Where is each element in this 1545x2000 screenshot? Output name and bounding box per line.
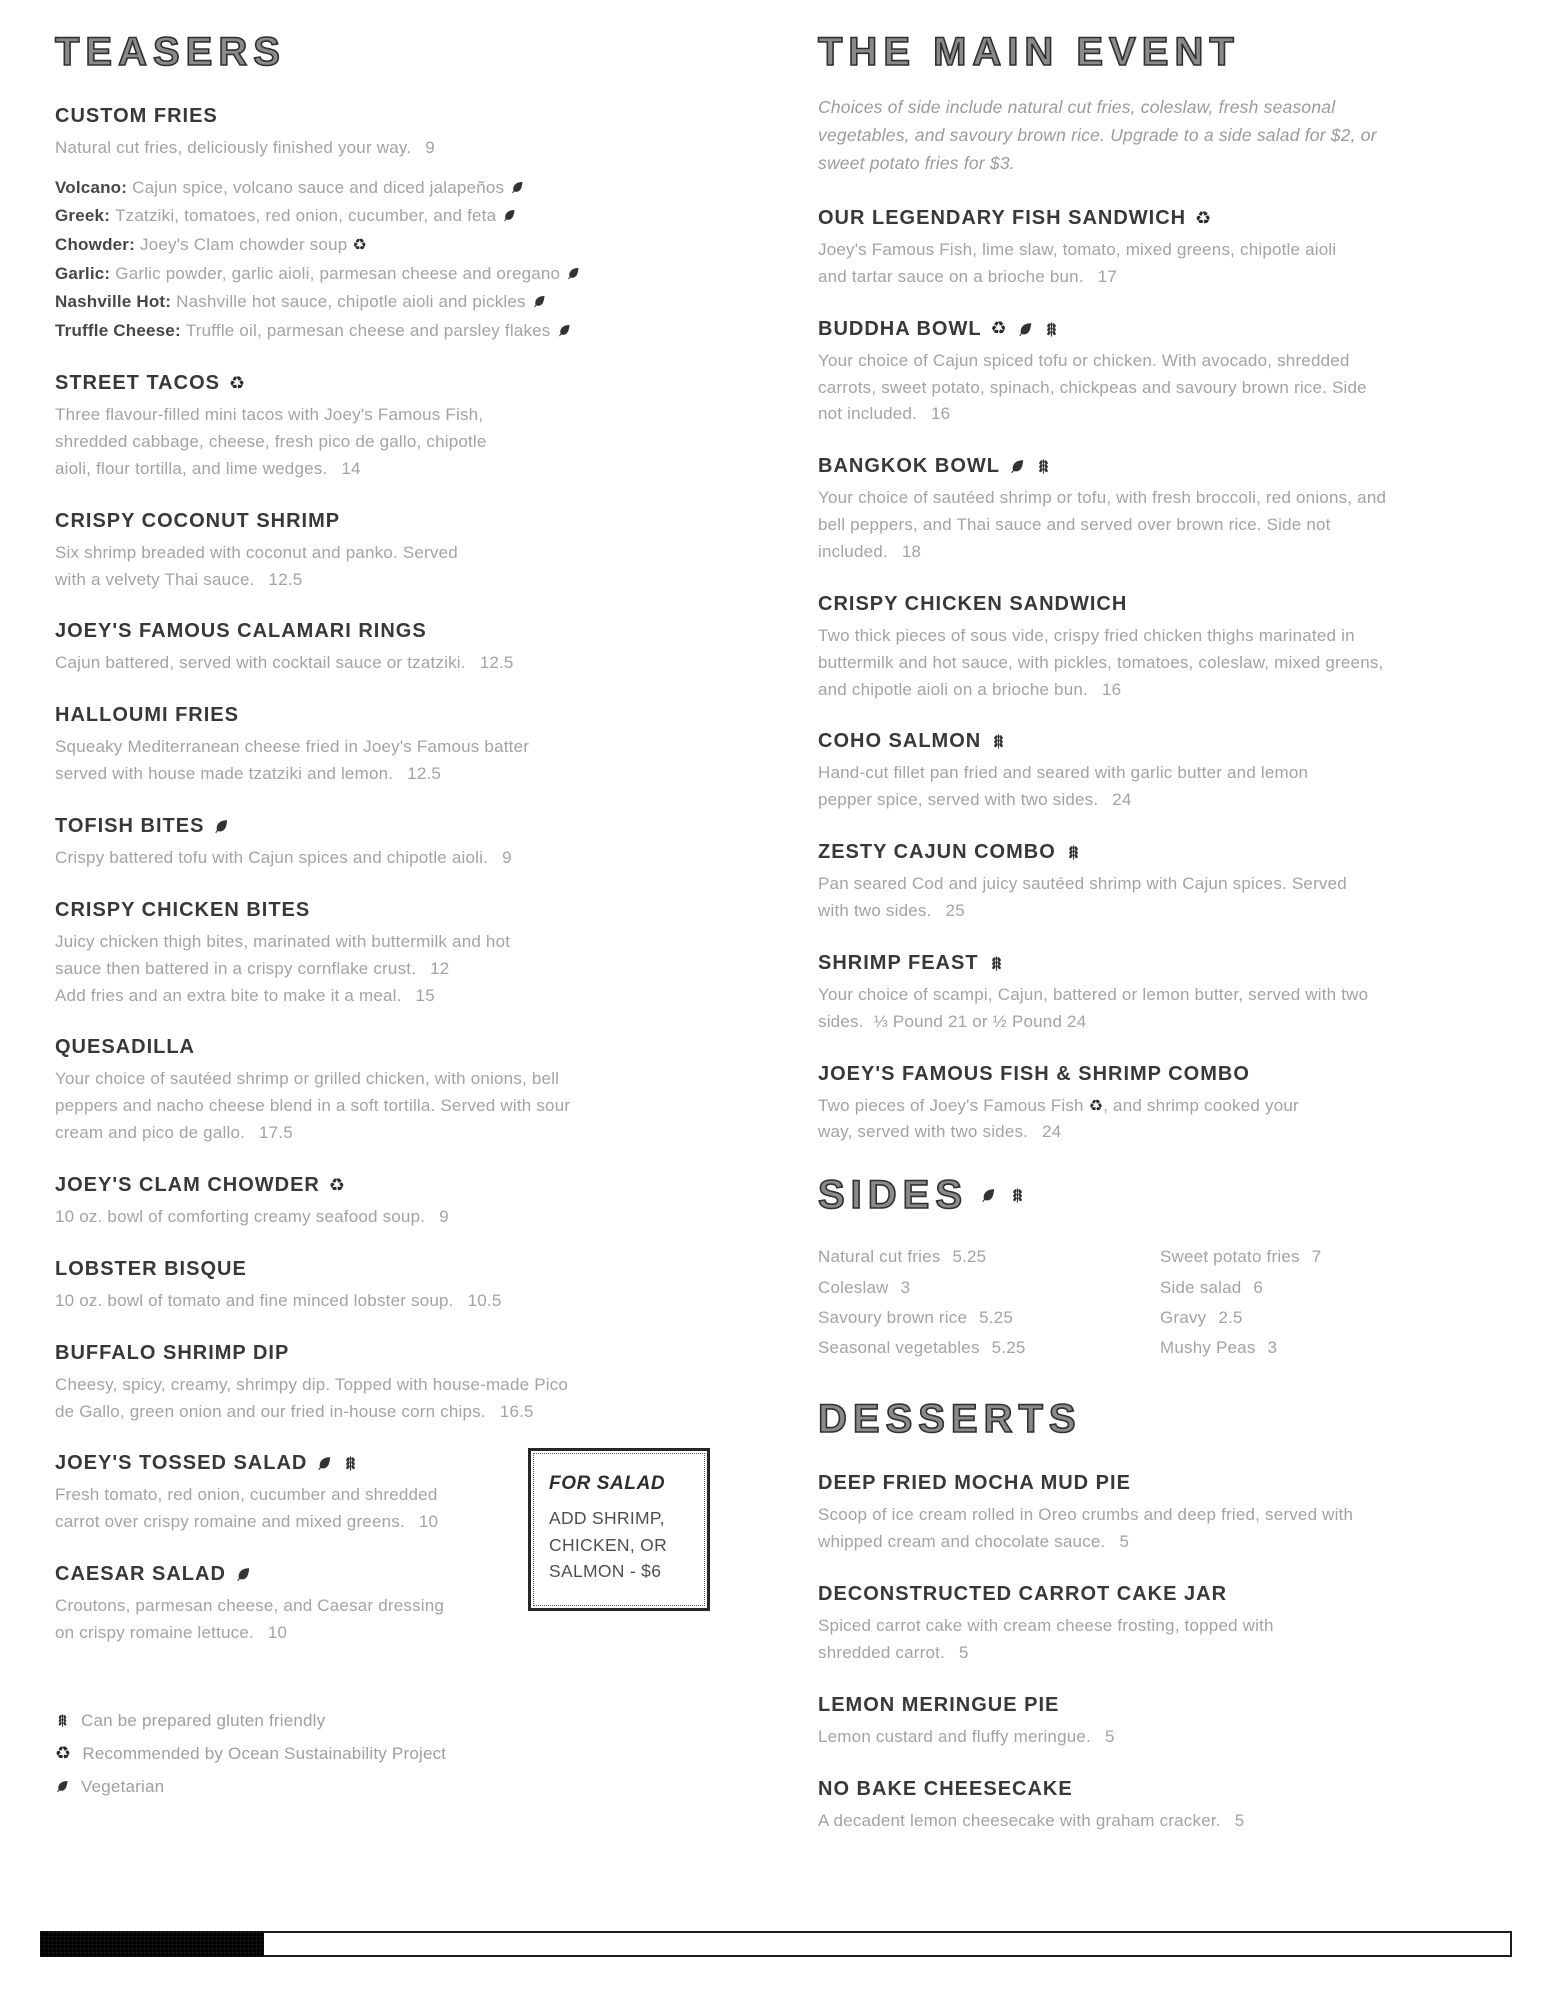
option-text: Nashville hot sauce, chipotle aioli and pickles <box>176 292 526 312</box>
item-desc-part2: , and shrimp cooked your way, served with two sides. <box>818 1095 1299 1142</box>
legend-text: Can be prepared gluten friendly <box>81 1710 326 1730</box>
item-desc: Cajun battered, served with cocktail sauce or tzatziki. <box>55 653 466 673</box>
fry-option-greek <box>55 202 615 231</box>
item-desc: Scoop of ice cream rolled in Oreo crumbs and deep fried, served with whipped cream and chocolate sauce. <box>818 1505 1354 1552</box>
option-text: Truffle oil, parmesan cheese and parsley flakes <box>185 320 551 340</box>
item-price: 9 <box>502 848 512 868</box>
sides-heading-text: SIDES <box>818 1173 969 1218</box>
menu-item-bangkok-bowl <box>818 455 1500 566</box>
side-item <box>818 1273 1090 1303</box>
menu-item-shrimp-feast <box>818 952 1500 1036</box>
side-name: Gravy <box>1160 1307 1207 1327</box>
item-name: CRISPY COCONUT SHRIMP <box>55 509 341 532</box>
footer-bar <box>40 1931 1512 1957</box>
menu-item-tofish-bites <box>55 815 710 872</box>
menu-item-calamari-rings <box>55 620 710 677</box>
leaf-icon <box>566 266 581 281</box>
item-price: 24 <box>1042 1122 1062 1142</box>
item-price: 5 <box>1119 1532 1130 1552</box>
side-price: 3 <box>900 1277 911 1297</box>
menu-item-zesty-cajun-combo <box>818 841 1500 925</box>
menu-item-custom-fries <box>55 105 710 345</box>
main-event-intro: Choices of side include natural cut fries, coleslaw, fresh seasonal vegetables, and savoury brown rice. Upgrade to a side salad for $2, or sweet potato fries for $3. <box>818 97 1377 173</box>
item-desc: A decadent lemon cheesecake with graham cracker. <box>818 1810 1221 1830</box>
main-event-section <box>818 30 1500 1861</box>
wheat-icon <box>1043 321 1060 338</box>
item-name: COHO SALMON <box>818 730 982 753</box>
item-name: STREET TACOS <box>55 372 220 395</box>
item-desc: Juicy chicken thigh bites, marinated with buttermilk and hot sauce then battered in a crispy cornflake crust. <box>55 931 511 978</box>
recycle-icon: ♻ <box>55 1742 72 1764</box>
side-item <box>818 1333 1090 1363</box>
item-price: 12.5 <box>407 764 442 784</box>
item-name: DEEP FRIED MOCHA MUD PIE <box>818 1472 1131 1495</box>
item-desc: 10 oz. bowl of tomato and fine minced lobster soup. <box>55 1290 454 1310</box>
item-price: 10.5 <box>467 1290 502 1310</box>
side-item <box>1160 1333 1500 1363</box>
item-desc: Fresh tomato, red onion, cucumber and shredded carrot over crispy romaine and mixed greens. <box>55 1485 438 1532</box>
side-price: 2.5 <box>1218 1307 1243 1327</box>
item-size-prices: ⅓ Pound 21 or ½ Pound 24 <box>873 1011 1087 1031</box>
leaf-icon <box>55 1779 70 1794</box>
leaf-icon <box>502 208 517 223</box>
item-price-extra: 15 <box>415 985 435 1005</box>
main-event-heading-text: THE MAIN EVENT <box>818 30 1240 74</box>
recycle-icon: ♻ <box>228 372 247 394</box>
leaf-icon <box>510 180 525 195</box>
recycle-icon: ♻ <box>328 1174 347 1196</box>
wheat-icon <box>342 1455 359 1472</box>
option-label: Garlic: <box>55 263 111 283</box>
item-name: CUSTOM FRIES <box>55 105 218 127</box>
item-name: CAESAR SALAD <box>55 1563 226 1586</box>
sides-section <box>818 1173 1500 1363</box>
legend-vegetarian <box>55 1777 710 1797</box>
teasers-heading <box>55 30 710 75</box>
fry-option-truffle-cheese <box>55 317 615 346</box>
item-name: HALLOUMI FRIES <box>55 704 239 727</box>
menu-item-buddha-bowl <box>818 318 1500 429</box>
menu-item-fish-and-shrimp-combo <box>818 1063 1500 1147</box>
wheat-icon <box>1035 458 1052 475</box>
fry-option-volcano <box>55 174 615 203</box>
menu-item-coho-salmon <box>818 730 1500 814</box>
item-price: 9 <box>425 138 435 157</box>
item-desc: 10 oz. bowl of comforting creamy seafood soup. <box>55 1207 426 1227</box>
side-name: Mushy Peas <box>1160 1338 1256 1358</box>
option-text: Joey's Clam chowder soup <box>139 234 348 254</box>
leaf-icon <box>1009 458 1026 475</box>
side-name: Seasonal vegetables <box>818 1338 980 1358</box>
recycle-icon: ♻ <box>1088 1095 1104 1115</box>
item-desc-extra: Add fries and an extra bite to make it a meal. <box>55 985 402 1005</box>
item-desc: Your choice of sautéed shrimp or tofu, with fresh broccoli, red onions, and bell peppers, and Thai sauce and served over brown rice. Side not included. <box>818 488 1387 562</box>
wheat-icon <box>55 1713 70 1728</box>
item-desc: Six shrimp breaded with coconut and panko. Served with a velvety Thai sauce. <box>55 542 458 589</box>
menu-item-clam-chowder <box>55 1174 710 1231</box>
item-price: 12 <box>430 958 450 978</box>
item-name: DECONSTRUCTED CARROT CAKE JAR <box>818 1583 1228 1606</box>
item-price: 16 <box>931 404 951 424</box>
item-price: 5 <box>1104 1726 1115 1746</box>
item-name: BUDDHA BOWL <box>818 317 982 340</box>
option-label: Greek: <box>55 206 111 226</box>
leaf-icon <box>532 294 547 309</box>
footer-ink-block <box>40 1931 264 1957</box>
main-event-heading <box>818 30 1500 75</box>
item-price: 10 <box>267 1623 288 1643</box>
recycle-icon: ♻ <box>352 234 367 254</box>
option-text: Cajun spice, volcano sauce and diced jalapeños <box>132 177 505 197</box>
option-label: Truffle Cheese: <box>55 320 181 340</box>
fry-option-garlic <box>55 260 615 289</box>
item-name: SHRIMP FEAST <box>818 951 979 974</box>
item-name: JOEY'S CLAM CHOWDER <box>55 1174 320 1197</box>
menu-item-quesadilla <box>55 1036 710 1147</box>
item-name: LEMON MERINGUE PIE <box>818 1693 1060 1716</box>
legend-text: Vegetarian <box>81 1776 165 1796</box>
leaf-icon <box>213 818 230 835</box>
side-item <box>1160 1273 1500 1303</box>
item-name: JOEY'S FAMOUS FISH & SHRIMP COMBO <box>818 1062 1250 1085</box>
item-name: LOBSTER BISQUE <box>55 1257 247 1280</box>
item-name: NO BAKE CHEESECAKE <box>818 1777 1073 1800</box>
salad-box-line: ADD SHRIMP, <box>549 1508 665 1529</box>
item-desc: Your choice of sautéed shrimp or grilled chicken, with onions, bell peppers and nacho cheese blend in a soft tortilla. Served with sour cream and pico de gallo. <box>55 1069 571 1143</box>
option-label: Volcano: <box>55 177 128 197</box>
leaf-icon <box>235 1566 252 1583</box>
item-desc: Cheesy, spicy, creamy, shrimpy dip. Topped with house-made Pico de Gallo, green onion and our fried in-house corn chips. <box>55 1374 569 1421</box>
sides-price-list <box>818 1242 1500 1363</box>
side-name: Sweet potato fries <box>1160 1247 1300 1267</box>
item-desc: Squeaky Mediterranean cheese fried in Joey's Famous batter served with house made tzatziki and lemon. <box>55 737 530 784</box>
item-price: 5 <box>1234 1810 1245 1830</box>
item-desc: Croutons, parmesan cheese, and Caesar dressing on crispy romaine lettuce. <box>55 1596 445 1643</box>
item-price: 16 <box>1101 679 1122 699</box>
side-item <box>1160 1303 1500 1333</box>
side-price: 5.25 <box>979 1307 1013 1327</box>
item-desc: Two thick pieces of sous vide, crispy fried chicken thighs marinated in buttermilk and hot sauce, with pickles, tomatoes, coleslaw, mixed greens, and chipotle aioli on a brioche bun. <box>818 625 1384 699</box>
side-name: Savoury brown rice <box>818 1307 968 1327</box>
side-price: 5.25 <box>952 1247 987 1267</box>
item-price: 25 <box>945 901 965 921</box>
for-salad-callout-box <box>528 1448 710 1611</box>
menu-item-halloumi-fries <box>55 704 710 788</box>
menu-item-crispy-coconut-shrimp <box>55 510 710 594</box>
item-name: OUR LEGENDARY FISH SANDWICH <box>818 207 1187 229</box>
option-label: Nashville Hot: <box>55 292 172 312</box>
item-name: CRISPY CHICKEN SANDWICH <box>818 592 1128 615</box>
side-name: Natural cut fries <box>818 1247 941 1267</box>
item-name: TOFISH BITES <box>55 815 205 838</box>
leaf-icon <box>1017 321 1034 338</box>
item-name: QUESADILLA <box>55 1036 195 1059</box>
option-text: Tzatziki, tomatoes, red onion, cucumber, and feta <box>115 206 497 226</box>
item-desc: Spiced carrot cake with cream cheese frosting, topped with shredded carrot. <box>818 1616 1274 1662</box>
desserts-section <box>818 1397 1500 1834</box>
item-name: BUFFALO SHRIMP DIP <box>55 1341 290 1364</box>
item-name: ZESTY CAJUN COMBO <box>818 841 1056 864</box>
item-desc: Hand-cut fillet pan fried and seared with garlic butter and lemon pepper spice, served with two sides. <box>818 763 1309 810</box>
side-name: Side salad <box>1160 1277 1242 1297</box>
desserts-heading-text: DESSERTS <box>818 1397 1082 1442</box>
item-price: 16.5 <box>499 1401 534 1421</box>
salad-box-line: SALMON - $6 <box>549 1560 662 1581</box>
menu-item-lobster-bisque <box>55 1258 710 1315</box>
leaf-icon <box>980 1187 997 1204</box>
custom-fries-options <box>55 174 710 345</box>
item-price: 17.5 <box>259 1123 293 1143</box>
sides-column-1 <box>818 1242 1090 1363</box>
side-item <box>818 1303 1090 1333</box>
item-price: 5 <box>959 1642 969 1662</box>
option-text: Garlic powder, garlic aioli, parmesan cheese and oregano <box>115 263 561 283</box>
leaf-icon <box>316 1455 333 1472</box>
menu-item-carrot-cake-jar <box>818 1583 1500 1667</box>
side-price: 3 <box>1267 1338 1278 1358</box>
recycle-icon: ♻ <box>990 318 1008 340</box>
legend-text: Recommended by Ocean Sustainability Project <box>82 1743 447 1763</box>
item-price: 12.5 <box>479 653 514 673</box>
wheat-icon <box>990 733 1007 750</box>
fry-option-nashville-hot <box>55 288 615 317</box>
salad-box-line: CHICKEN, OR <box>549 1534 668 1555</box>
recycle-icon: ♻ <box>1195 207 1213 229</box>
side-price: 5.25 <box>991 1338 1026 1358</box>
item-desc: Your choice of scampi, Cajun, battered or lemon butter, served with two sides. <box>818 984 1369 1031</box>
menu-item-lemon-meringue-pie <box>818 1694 1500 1751</box>
leaf-icon <box>557 323 572 338</box>
item-desc: Natural cut fries, deliciously finished your way. <box>55 138 412 157</box>
teasers-heading-text: TEASERS <box>55 30 286 74</box>
item-desc-part1: Two pieces of Joey's Famous Fish <box>818 1095 1084 1115</box>
item-price: 17 <box>1097 266 1118 286</box>
sides-column-2 <box>1160 1242 1500 1363</box>
item-name: JOEY'S FAMOUS CALAMARI RINGS <box>55 620 427 643</box>
item-price: 9 <box>439 1207 449 1227</box>
wheat-icon <box>988 955 1005 972</box>
item-desc: Pan seared Cod and juicy sautéed shrimp with Cajun spices. Served with two sides. <box>818 874 1347 921</box>
item-name: JOEY'S TOSSED SALAD <box>55 1452 308 1475</box>
item-name: CRISPY CHICKEN BITES <box>55 898 311 921</box>
salad-box-title: FOR SALAD <box>549 1473 666 1495</box>
item-desc: Lemon custard and fluffy meringue. <box>818 1726 1091 1746</box>
side-item <box>818 1242 1090 1272</box>
fry-option-chowder <box>55 231 615 260</box>
side-price: 6 <box>1253 1277 1264 1297</box>
item-desc: Three flavour-filled mini tacos with Joey's Famous Fish, shredded cabbage, cheese, fresh pico de gallo, chipotle aioli, flour tortilla, and lime wedges. <box>55 405 487 478</box>
menu-item-crispy-chicken-sandwich <box>818 593 1500 704</box>
wheat-icon <box>1065 844 1082 861</box>
legend-gluten-friendly <box>55 1711 710 1731</box>
item-price: 14 <box>341 458 361 478</box>
item-desc: Crispy battered tofu with Cajun spices and chipotle aioli. <box>55 848 489 868</box>
legend-ocean-sustainability <box>55 1744 710 1764</box>
side-item <box>1160 1242 1500 1272</box>
menu-item-no-bake-cheesecake <box>818 1778 1500 1835</box>
item-price: 12.5 <box>268 569 303 589</box>
menu-item-mocha-mud-pie <box>818 1472 1500 1556</box>
side-name: Coleslaw <box>818 1277 889 1297</box>
item-price: 18 <box>901 542 922 562</box>
item-desc: Your choice of Cajun spiced tofu or chicken. With avocado, shredded carrots, sweet potato, spinach, chickpeas and savoury brown rice. Side not included. <box>818 350 1367 424</box>
option-label: Chowder: <box>55 234 135 254</box>
menu-item-street-tacos <box>55 372 710 483</box>
teasers-section <box>55 30 710 1861</box>
item-price: 24 <box>1112 790 1132 810</box>
item-desc: Joey's Famous Fish, lime slaw, tomato, mixed greens, chipotle aioli and tartar sauce on a brioche bun. <box>818 240 1337 286</box>
wheat-icon <box>1009 1187 1026 1204</box>
item-name: BANGKOK BOWL <box>818 455 1000 478</box>
desserts-heading <box>818 1397 1500 1442</box>
item-price: 10 <box>418 1512 439 1532</box>
dietary-legend <box>55 1711 710 1797</box>
sides-heading <box>818 1173 1500 1218</box>
menu-item-fish-sandwich <box>818 207 1500 291</box>
menu-item-crispy-chicken-bites <box>55 899 710 1010</box>
menu-item-buffalo-shrimp-dip <box>55 1342 710 1426</box>
side-price: 7 <box>1311 1247 1322 1267</box>
footer-outline <box>264 1931 1512 1957</box>
